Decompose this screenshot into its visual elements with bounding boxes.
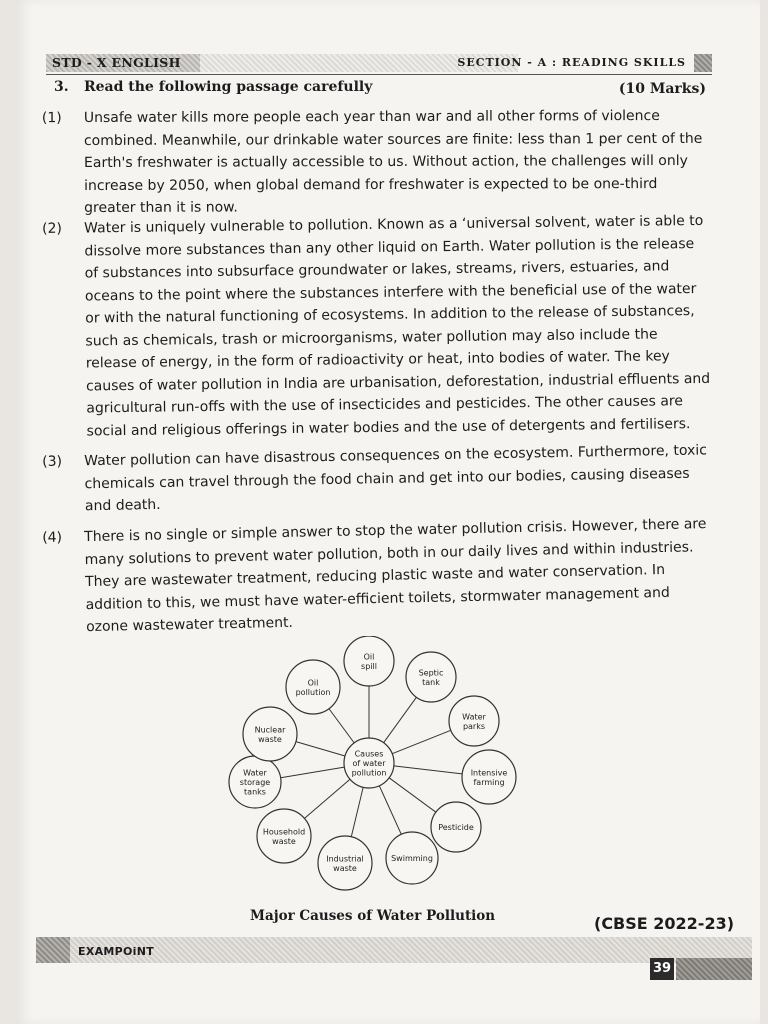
source-label: (CBSE 2022-23) [594, 914, 735, 933]
paragraph-1 [42, 105, 710, 220]
cause-label: waste [333, 863, 357, 873]
center-label: of water [352, 759, 386, 768]
cause-label: Industrial [326, 854, 364, 864]
center-label: Causes [354, 749, 384, 759]
paragraph-number: (1) [41, 110, 62, 127]
header-square [694, 54, 712, 72]
connector-line [296, 742, 345, 756]
cause-label: Oil [363, 652, 375, 662]
paragraph-number: (2) [42, 220, 63, 237]
running-header [46, 54, 712, 75]
cause-label: waste [272, 836, 296, 846]
paragraph-3 [42, 439, 711, 518]
paragraph-text: Water pollution can have disastrous consequences on the ecosystem. Furthermore, toxic chemicals can travel through the food chain and get into our bodies, causing diseases and death. [84, 442, 708, 515]
connector-line [351, 787, 363, 836]
center-label: pollution [351, 768, 387, 778]
cause-label: Oil [307, 678, 319, 688]
diagram-caption: Major Causes of Water Pollution [250, 908, 496, 924]
cause-label: Septic [418, 668, 444, 678]
cause-label: Water [243, 768, 267, 778]
page-number: 39 [650, 958, 674, 980]
cause-label: spill [361, 661, 377, 671]
connector-line [392, 730, 451, 753]
cause-label: Intensive [470, 768, 508, 778]
connector-line [329, 709, 354, 743]
paragraph-text: There is no single or simple answer to stop the water pollution crisis. However, there are many solutions to prevent water pollution, both in our daily lives and within industries. They are wastewater treatment, reducing plastic waste and water conservation. In addition to this, we must have water-efficient toilets, stormwater management and ozone wastewater treatment. [84, 516, 707, 636]
connector-line [389, 778, 436, 812]
paragraph-text: Water is uniquely vulnerable to pollution. Known as a ‘universal solvent, water is able to dissolve more substances than any other liquid on Earth. Water pollution is the release of substances into subsurface groundwater or lakes, streams, rivers, estuaries, and oceans to the point where the substances interfere with the beneficial use of the water or with the natural functioning of ecosystems. In addition to the release of substances, such as chemicals, trash or microorganisms, water pollution may also include the release of energy, in the form of radioactivity or heat, into bodies of water. The key causes of water pollution in India are urbanisation, deforestation, industrial effluents and agricultural run-offs with the use of insecticides and pesticides. The other causes are social and religious offerings in water bodies and the use of detergents and fertilisers. [84, 212, 711, 439]
cause-label: storage [239, 778, 271, 787]
cause-label: waste [258, 734, 282, 744]
connector-line [394, 766, 462, 774]
connector-line [384, 697, 417, 742]
header-subject: STD - X ENGLISH [46, 54, 200, 72]
cause-label: farming [473, 777, 505, 787]
question-number: 3. [54, 79, 69, 95]
paragraph-2 [42, 210, 713, 443]
cause-label: tank [422, 677, 440, 687]
question-title: Read the following passage carefully [84, 79, 373, 95]
cause-label: Pesticide [438, 823, 474, 832]
cause-label: Nuclear [254, 725, 286, 735]
cause-label: Household [262, 827, 306, 837]
cause-label: pollution [295, 687, 331, 697]
publisher-brand: EXAMPOiNT [78, 945, 155, 958]
cause-label: tanks [244, 787, 266, 797]
cause-label: parks [462, 721, 486, 731]
page-number-band [676, 958, 752, 980]
header-section: SECTION - A : READING SKILLS [457, 56, 686, 69]
paragraph-number: (4) [42, 529, 63, 546]
causes-diagram [228, 636, 528, 896]
connector-line [304, 779, 350, 818]
connector-line [379, 786, 401, 835]
paragraph-text: Unsafe water kills more people each year than war and all other forms of violence combined. Meanwhile, our drinkable water sources are finite: less than 1 per cent of the Earth's freshwater is actually accessible to us. Without action, the challenges will only increase by 2050, when global demand for freshwater is expected to be one-third greater than it is now. [83, 108, 703, 217]
cause-label: Swimming [391, 854, 433, 863]
paragraph-4 [42, 513, 712, 639]
question-marks: (10 Marks) [618, 81, 706, 97]
cause-label: Water [462, 712, 486, 722]
paragraph-number: (3) [42, 453, 63, 470]
connector-line [281, 767, 345, 778]
footer-block [36, 937, 70, 963]
